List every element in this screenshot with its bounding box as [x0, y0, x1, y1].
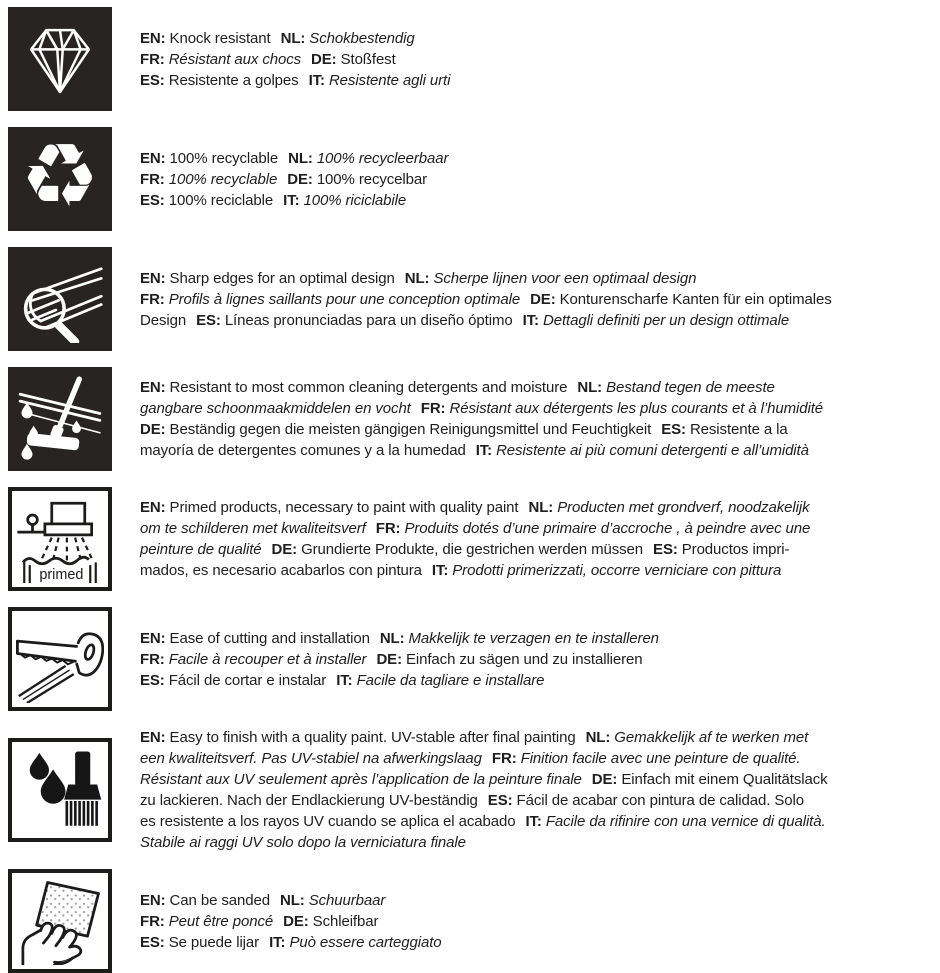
lang-text: EN: 100% recyclable — [140, 149, 279, 167]
lang-text: NL: Producten met grondverf, noodzakelijk — [528, 499, 810, 516]
lang-label: ES: — [661, 421, 686, 438]
lang-text: FR: Peut être poncé — [140, 912, 274, 930]
lang-text: DE: Beständig gegen die meisten gängigen Reinigungsmittel und Feuchtigkeit — [140, 421, 652, 438]
feature-row-7 — [8, 727, 940, 853]
lang-label: FR: — [140, 170, 165, 188]
lang-text: om te schilderen met kwaliteitsverf — [140, 520, 366, 537]
text-line — [140, 890, 936, 911]
lang-label: ES: — [140, 933, 165, 951]
lang-label: DE: — [271, 541, 298, 558]
lang-label: ES: — [140, 71, 165, 89]
lang-text: ES: Se puede lijar — [140, 933, 260, 951]
text-line — [140, 190, 936, 211]
lang-text: FR: 100% recyclable — [140, 170, 278, 188]
text-line — [140, 398, 936, 419]
lang-label: DE: — [283, 912, 309, 930]
lang-text: NL: Schokbestendig — [280, 29, 415, 47]
lang-text: NL: Bestand tegen de meeste — [577, 379, 775, 396]
lang-text: DE: Grundierte Produkte, die gestrichen werden müssen — [271, 541, 644, 558]
lang-label: EN: — [140, 729, 166, 746]
lang-text: ES: Resistente a la — [661, 421, 788, 438]
lang-text: IT: Può essere carteggiato — [269, 933, 442, 951]
lang-label: EN: — [140, 499, 166, 516]
lang-text: IT: Dettagli definiti per un design ottimale — [522, 311, 790, 329]
lang-label: ES: — [653, 541, 678, 558]
lang-text: een kwaliteitsverf. Pas UV-stabiel na afwerkingslaag — [140, 750, 482, 767]
text-line — [140, 628, 936, 649]
lang-text: FR: Résistant aux détergents les plus courants et à l’humidité — [420, 400, 824, 417]
lang-label: NL: — [280, 891, 305, 909]
lang-label: EN: — [140, 149, 166, 167]
lang-text: Stabile ai raggi UV solo dopo la verniciatura finale — [140, 834, 466, 851]
lang-label: ES: — [140, 191, 165, 209]
lang-text: NL: Scherpe lijnen voor een optimaal design — [404, 269, 697, 287]
paint-brush-drops-icon — [8, 738, 112, 842]
lang-text: DE: Einfach mit einem Qualitätslack — [591, 771, 828, 788]
lang-text: NL: 100% recycleerbaar — [288, 149, 449, 167]
text-line — [140, 169, 936, 190]
lang-text: ES: 100% reciclable — [140, 191, 274, 209]
feature-row-1 — [8, 7, 940, 111]
lang-label: DE: — [140, 421, 166, 438]
lang-label: EN: — [140, 891, 166, 909]
lang-label: FR: — [140, 50, 165, 68]
lang-label: EN: — [140, 29, 166, 47]
lang-label: NL: — [528, 499, 554, 516]
text-line — [140, 268, 936, 289]
lang-text: EN: Easy to finish with a quality paint. UV-stable after final painting — [140, 729, 576, 746]
lang-label: FR: — [140, 650, 165, 668]
lang-text: peinture de qualité — [140, 541, 262, 558]
lang-text: mados, es necesario acabarlos con pintura — [140, 562, 422, 579]
lang-text: ES: Resistente a golpes — [140, 71, 299, 89]
diamond-knock-resistant-icon — [8, 7, 112, 111]
feature-row-2 — [8, 124, 940, 231]
lang-text: ES: Productos impri- — [653, 541, 790, 558]
feature-row-8 — [8, 869, 940, 973]
lang-text: es resistente a los rayos UV cuando se aplica el acabado — [140, 813, 516, 830]
text-line — [140, 440, 936, 461]
lang-label: DE: — [530, 290, 556, 308]
cleaning-mop-icon — [8, 367, 112, 471]
lang-text: NL: Schuurbaar — [280, 891, 386, 909]
lang-label: ES: — [487, 792, 513, 809]
text-line — [140, 28, 936, 49]
text-line — [140, 811, 936, 832]
lang-label: NL: — [379, 629, 405, 647]
text-line — [140, 419, 936, 440]
lang-text: DE: Stoßfest — [311, 50, 396, 68]
lang-label: IT: — [336, 671, 353, 689]
lang-text: IT: Facile da tagliare e installare — [336, 671, 545, 689]
lang-text: EN: Ease of cutting and installation — [140, 629, 370, 647]
lang-text: gangbare schoonmaakmiddelen en vocht — [140, 400, 411, 417]
lang-label: NL: — [585, 729, 611, 746]
lang-label: EN: — [140, 629, 166, 647]
lang-text: ES: Líneas pronunciadas para un diseño óptimo — [196, 311, 513, 329]
lang-label: IT: — [522, 311, 539, 329]
text-line — [140, 790, 936, 811]
lang-label: DE: — [591, 771, 618, 788]
lang-label: NL: — [280, 29, 306, 47]
lang-label: IT: — [308, 71, 325, 89]
lang-label: DE: — [287, 170, 313, 188]
text-line — [140, 649, 936, 670]
lang-text: FR: Résistant aux chocs — [140, 50, 302, 68]
feature-text — [140, 890, 936, 953]
feature-text — [140, 497, 936, 581]
lang-label: NL: — [288, 149, 313, 167]
text-line — [140, 377, 936, 398]
lang-label: IT: — [283, 191, 300, 209]
lang-text: zu lackieren. Nach der Endlackierung UV-beständig — [140, 792, 478, 809]
feature-text — [140, 28, 936, 91]
lang-label: IT: — [525, 813, 542, 830]
feature-text — [140, 377, 936, 461]
lang-label: FR: — [491, 750, 517, 767]
lang-text: IT: 100% riciclabile — [283, 191, 407, 209]
lang-text: IT: Resistente agli urti — [308, 71, 451, 89]
recycle-icon: ♻ — [8, 127, 112, 231]
lang-text: EN: Resistant to most common cleaning detergents and moisture — [140, 379, 568, 396]
lang-label: FR: — [375, 520, 401, 537]
sharp-edges-magnifier-icon — [8, 247, 112, 351]
lang-text: EN: Primed products, necessary to paint with quality paint — [140, 499, 519, 516]
lang-label: ES: — [196, 311, 221, 329]
lang-text: IT: Facile da rifinire con una vernice di qualità. — [525, 813, 826, 830]
lang-text: DE: Einfach zu sägen und zu installieren — [376, 650, 643, 668]
lang-text: FR: Facile à recouper et à installer — [140, 650, 367, 668]
lang-label: FR: — [140, 912, 165, 930]
lang-text: Design — [140, 311, 187, 329]
lang-text: DE: 100% recycelbar — [287, 170, 428, 188]
lang-label: NL: — [404, 269, 430, 287]
text-line — [140, 670, 936, 691]
lang-text: DE: Schleifbar — [283, 912, 379, 930]
text-line — [140, 748, 936, 769]
lang-label: IT: — [431, 562, 449, 579]
text-line — [140, 560, 936, 581]
lang-label: IT: — [475, 442, 493, 459]
feature-row-5 — [8, 487, 940, 591]
lang-text: EN: Sharp edges for an optimal design — [140, 269, 395, 287]
feature-text — [140, 268, 936, 331]
lang-label: DE: — [376, 650, 402, 668]
feature-row-4 — [8, 367, 940, 471]
saw-cutting-icon — [8, 607, 112, 711]
lang-text: EN: Can be sanded — [140, 891, 270, 909]
lang-label: EN: — [140, 269, 166, 287]
primed-spray-icon — [8, 487, 112, 591]
text-line — [140, 769, 936, 790]
lang-text: Résistant aux UV seulement après l’application de la peinture finale — [140, 771, 582, 788]
text-line — [140, 70, 936, 91]
lang-text: FR: Finition facile avec une peinture de qualité. — [491, 750, 801, 767]
lang-text: NL: Gemakkelijk af te werken met — [585, 729, 809, 746]
feature-text — [140, 727, 936, 853]
lang-label: FR: — [140, 290, 165, 308]
text-line — [140, 727, 936, 748]
lang-text: DE: Konturenscharfe Kanten für ein optimales — [530, 290, 832, 308]
lang-label: FR: — [420, 400, 446, 417]
text-line — [140, 148, 936, 169]
feature-text — [140, 148, 936, 211]
lang-text: ES: Fácil de cortar e instalar — [140, 671, 327, 689]
text-line — [140, 497, 936, 518]
lang-text: mayoría de detergentes comunes y a la humedad — [140, 442, 466, 459]
text-line — [140, 932, 936, 953]
text-line — [140, 911, 936, 932]
lang-text: ES: Fácil de acabar con pintura de calidad. Solo — [487, 792, 804, 809]
text-line — [140, 539, 936, 560]
lang-label: EN: — [140, 379, 166, 396]
lang-text: IT: Resistente ai più comuni detergenti e all’umidità — [475, 442, 809, 459]
text-line — [140, 49, 936, 70]
feature-row-3 — [8, 247, 940, 351]
lang-text: NL: Makkelijk te verzagen en te installeren — [379, 629, 659, 647]
feature-text — [140, 628, 936, 691]
svg-text:primed: primed — [39, 566, 84, 583]
lang-label: IT: — [269, 933, 286, 951]
hand-sanding-icon — [8, 869, 112, 973]
lang-text: FR: Produits dotés d’une primaire d’accroche , à peindre avec une — [375, 520, 811, 537]
lang-text: EN: Knock resistant — [140, 29, 271, 47]
text-line — [140, 518, 936, 539]
text-line — [140, 289, 936, 310]
lang-label: ES: — [140, 671, 165, 689]
feature-row-6 — [8, 607, 940, 711]
text-line — [140, 310, 936, 331]
lang-text: FR: Profils à lignes saillants pour une conception optimale — [140, 290, 521, 308]
text-line — [140, 832, 936, 853]
lang-label: DE: — [311, 50, 337, 68]
lang-text: IT: Prodotti primerizzati, occorre verniciare con pittura — [431, 562, 782, 579]
lang-label: NL: — [577, 379, 603, 396]
